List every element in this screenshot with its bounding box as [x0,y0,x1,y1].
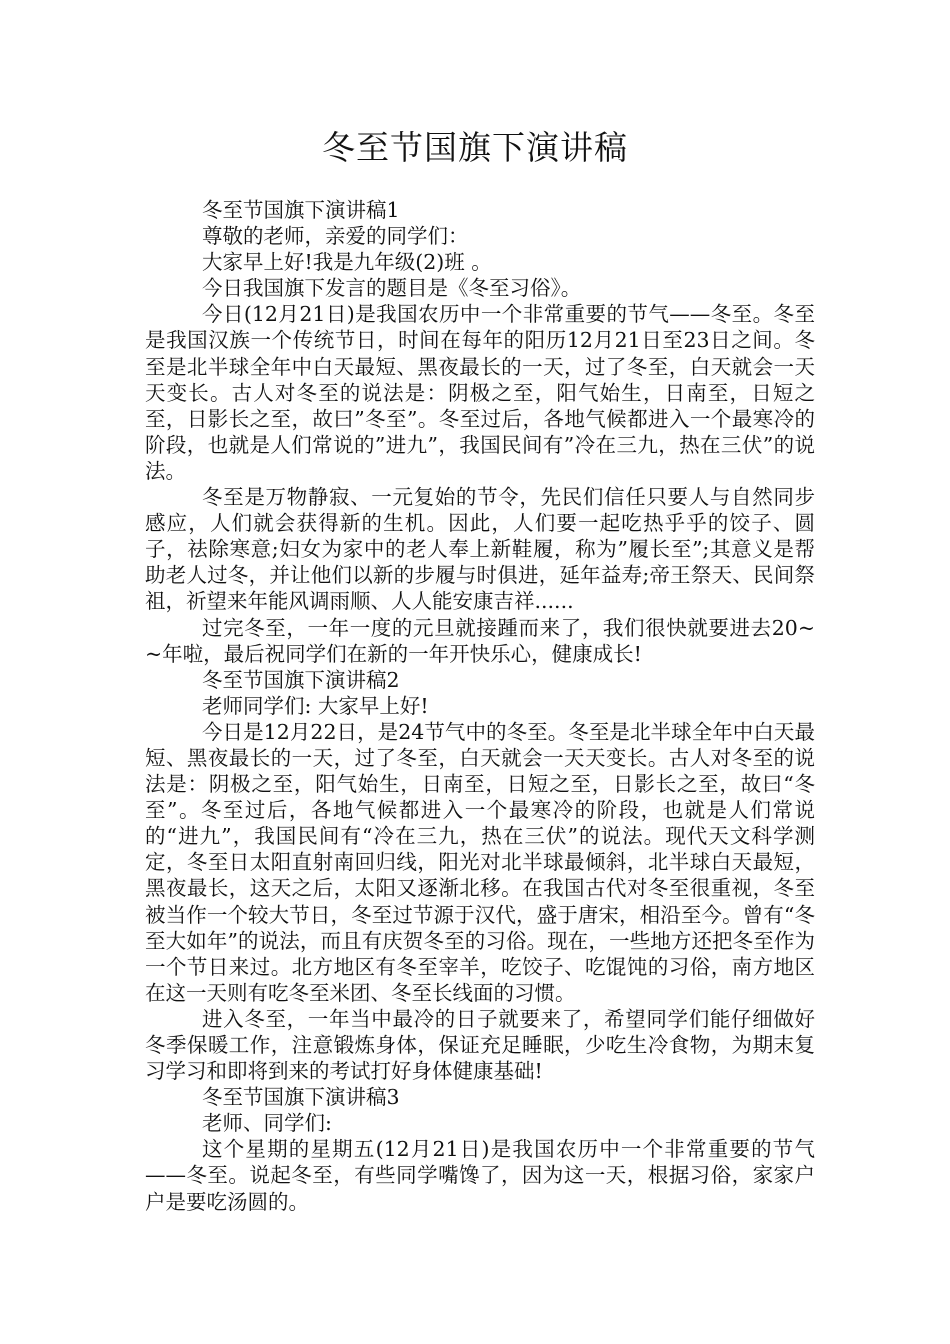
speech-2-heading: 冬至节国旗下演讲稿2 [202,667,400,692]
document-title: 冬至节国旗下演讲稿 [322,128,628,167]
speech-3-heading: 冬至节国旗下演讲稿3 [202,1085,400,1110]
speech-1-heading: 冬至节国旗下演讲稿1 [202,198,400,222]
speech-1-greeting: 大家早上好!我是九年级(2)班 。 [202,250,492,275]
speech-3-paragraph-1: 这个星期的星期五(12月21日)是我国农历中一个非常重要的节气——冬至。说起冬至，有些同学嘴馋了，因为这一天，根据习俗，家家户户是要吃汤圆的。 [145,1137,815,1214]
speech-1-closing: 过完冬至，一年一度的元旦就接踵而来了，我们很快就要进去20~~年啦，最后祝同学们在新的一年开快乐心，健康成长! [145,615,815,666]
speech-1-salutation: 尊敬的老师，亲爱的同学们： [202,224,469,249]
speech-2-closing: 进入冬至，一年当中最冷的日子就要来了，希望同学们能仔细做好冬季保暖工作，注意锻炼身体，保证充足睡眠，少吃生冷食物，为期末复习学习和即将到来的考试打好身体健康基础! [145,1006,815,1084]
speech-1-paragraph-1: 今日(12月21日)是我国农历中一个非常重要的节气——冬至。冬至是我国汉族一个传统节日，时间在每年的阳历12月21日至23日之间。冬至是北半球全年中白天最短、黑夜最长的一天，过了冬至，白天就会一天天变长。古人对冬至的说法是：阴极之至，阳气始生，日南至，日短之至，日影长之至，故曰”冬至”。冬至过后，各地气候都进入一个最寒冷的阶段，也就是人们常说的”进九”，我国民间有”冷在三九，热在三伏”的说法。 [145,302,815,483]
speech-3-salutation: 老师、同学们: [202,1111,332,1136]
speech-2-paragraph-1: 今日是12月22日，是24节气中的冬至。冬至是北半球全年中白天最短、黑夜最长的一天，过了冬至，白天就会一天天变长。古人对冬至的说法是：阴极之至，阳气始生，日南至，日短之至，日影长之至，故曰“冬至”。冬至过后，各地气候都进入一个最寒冷的阶段，也就是人们常说的“进九”，我国民间有“冷在三九，热在三伏”的说法。现代天文科学测定，冬至日太阳直射南回归线，阳光对北半球最倾斜，北半球白天最短，黑夜最长，这天之后，太阳又逐渐北移。在我国古代对冬至很重视，冬至被当作一个较大节日，冬至过节源于汉代，盛于唐宋，相沿至今。曾有“冬至大如年”的说法，而且有庆贺冬至的习俗。现在，一些地方还把冬至作为一个节日来过。北方地区有冬至宰羊，吃饺子、吃馄饨的习俗，南方地区在这一天则有吃冬至米团、冬至长线面的习惯。 [145,719,815,1005]
document-body [145,197,815,1215]
speech-2-greeting: 老师同学们: 大家早上好! [202,693,429,718]
speech-1-topic: 今日我国旗下发言的题目是《冬至习俗》。 [202,276,582,301]
speech-1-paragraph-2: 冬至是万物静寂、一元复始的节令，先民们信任只要人与自然同步感应，人们就会获得新的生机。因此，人们要一起吃热乎乎的饺子、圆子，祛除寒意;妇女为家中的老人奉上新鞋履，称为”履长至”;其意义是帮助老人过冬，并让他们以新的步履与时俱进，延年益寿;帝王祭天、民间祭祖，祈望来年能风调雨顺、人人能安康吉祥...... [145,485,815,614]
